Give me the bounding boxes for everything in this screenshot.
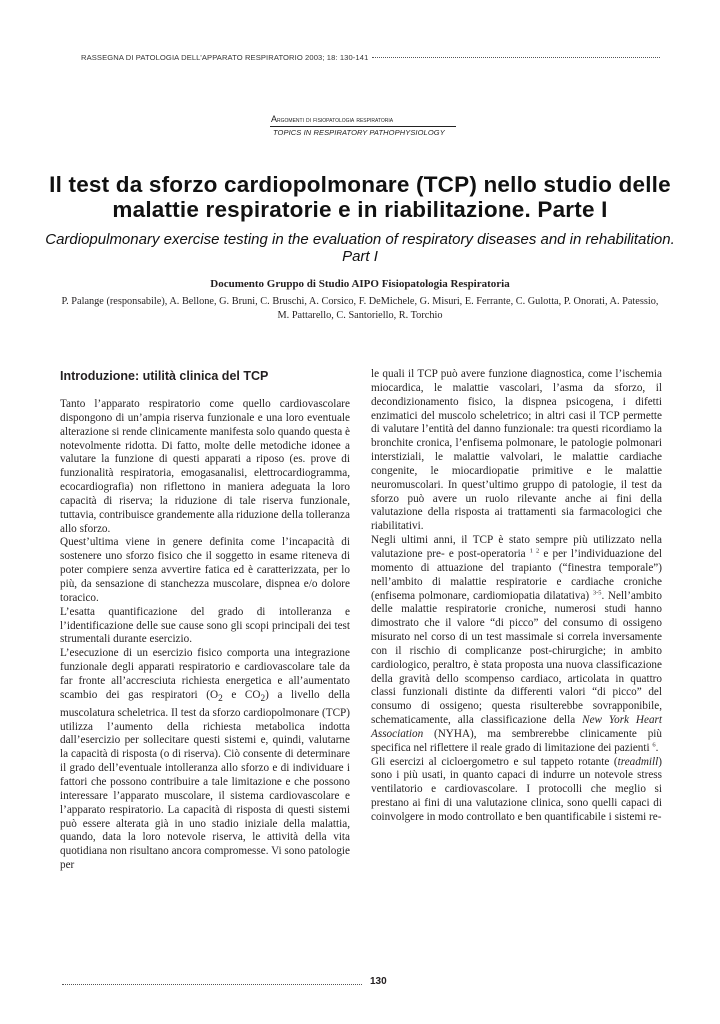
section-label-italian: Argomenti di fisiopatologia respiratoria bbox=[271, 114, 394, 124]
running-head: RASSEGNA DI PATOLOGIA DELL’APPARATO RESPIRATORIO 2003; 18: 130-141 bbox=[81, 53, 369, 62]
paragraph bbox=[371, 756, 662, 825]
page-number: 130 bbox=[370, 976, 387, 987]
paragraph bbox=[60, 647, 350, 873]
paragraph bbox=[371, 534, 662, 756]
italic-run: treadmill bbox=[617, 755, 659, 768]
text-run: L’esecuzione di un esercizio fisico comporta una integrazione funzionale degli apparati respiratorio e cardiovascolare tale da far fronte all’accresciuta richiesta energetica e all’aumentato scambio dei gas respiratori (O bbox=[60, 647, 350, 701]
header-dotted-rule bbox=[372, 57, 660, 58]
citation-ref: 3-5 bbox=[592, 588, 602, 596]
article-subtitle: Cardiopulmonary exercise testing in the evaluation of respiratory diseases and in rehabilitation. Part I bbox=[45, 231, 675, 265]
text-run: . Nell’ambito delle malattie respiratorie croniche, numerosi studi hanno dimostrato che il valore “di picco” del consumo di ossigeno misurato nel corso di un test massimale si correla inversamente con il rischio di complicanze post-chirurgiche; in ambito cardiologico, peraltro, è stata proposta una nuova classificazione della gravità dello scompenso cardiaco, articolata in quattro classi funzionali distinte da differenti valori “di picco” del consumo di ossigeno; questa risulterebbe sovrapponibile, schematicamente, alla classificazione della bbox=[371, 589, 662, 727]
left-column bbox=[60, 368, 350, 873]
section-label bbox=[270, 114, 460, 138]
paragraph: le quali il TCP può avere funzione diagnostica, come l’ischemia miocardica, le malattie vascolari, l’asma da sforzo, il decondizionamento fisico, la dispnea psicogena, i difetti enzimatici del muscolo scheletrico; in altri casi il TCP permette di valutare l’entità del danno funzionale: tra questi ricordiamo la bronchite cronica, l’enfisema polmonare, le patologie polmonari interstiziali, le malattie valvolari, le malattie cardiache congenite, le miocardiopatie primitive e le malattie neuromuscolari. In quest’ultimo gruppo di patologie, il test da sforzo può avere un ruolo rilevante anche ai fini della valutazione della risposta ai trattamenti sia farmacologici che riabilitativi. bbox=[371, 368, 662, 533]
text-run: . bbox=[655, 741, 659, 754]
text-run: ) sono i più usati, in quanto capaci di indurre un notevole stress ventilatorio e cardiovascolare. I protocolli che meglio si prestano ai fini di una valutazione clinica, sono quelli capaci di coinvolgere in modo controllato e ben quantificabile i sistemi re- bbox=[371, 755, 662, 823]
text-run: ) a livello della muscolatura scheletrica. Il test da sforzo cardiopolmonare (TCP) utilizza l’aumento della richiesta metabolica indotta dall’esercizio per sollecitare questi sistemi e, quindi, valutarne la capacità di risposta (o di riserva). Ciò consente di determinare il grado dell’eventuale intolleranza allo sforzo e di individuare i fattori che possono contribuire a tale limitazione e che possono interessare l’apparato muscolare, il sistema cardiovascolare e l’apparato respiratorio. La capacità di risposta di questi sistemi può essere alterata già in uno stadio iniziale della malattia, quando, data la loro notevole riserva, le attività della vita quotidiana non risultano ancora compromesse. Vi sono patologie per bbox=[60, 688, 350, 872]
authors-list: P. Palange (responsabile), A. Bellone, G. Bruni, C. Bruschi, A. Corsico, F. DeMichele, G. Misuri, E. Ferrante, C. Gulotta, P. Onorati, A. Patessio, M. Pattarello, C. Santoriello, R. Torchio bbox=[61, 296, 659, 321]
citation-ref: 6 bbox=[652, 741, 656, 749]
section-label-rule bbox=[270, 126, 456, 127]
paragraph: L’esatta quantificazione del grado di intolleranza e l’identificazione delle sue cause sono gli scopi principali dei test strumentali durante esercizio. bbox=[60, 605, 350, 646]
text-run: Gli esercizi al cicloergometro e sul tappeto rotante ( bbox=[371, 755, 618, 768]
citation-ref: 1 2 bbox=[529, 547, 540, 555]
text-run: e CO bbox=[222, 688, 261, 701]
study-group: Documento Gruppo di Studio AIPO Fisiopatologia Respiratoria bbox=[210, 278, 510, 290]
text-run: e per l’individuazione del momento di attuazione del trapianto (“finestra temporale”) nell’ambito di malattie respiratorie e cardiache croniche (enfisema polmonare, cardiomiopatia dilatativa) bbox=[371, 547, 663, 602]
footer-dotted-rule bbox=[62, 984, 362, 985]
text-run: Negli ultimi anni, il TCP è stato sempre più utilizzato nella valutazione pre- e post-operatoria bbox=[371, 534, 662, 560]
paragraph: Quest’ultima viene in genere definita come l’incapacità di sostenere uno sforzo fisico che il soggetto in esame riteneva di poter compiere senza avvertire fatica ed è caratterizzata, per lo più, da sensazione di stanchezza muscolare, dispnea e/o dolore toracico. bbox=[60, 536, 350, 604]
italic-run: New York Heart Association bbox=[371, 714, 662, 740]
section-heading-introduction: Introduzione: utilità clinica del TCP bbox=[60, 369, 269, 383]
section-label-english: TOPICS IN RESPIRATORY PATHOPHYSIOLOGY bbox=[273, 128, 445, 137]
text-run: (NYHA), ma sembrerebbe clinicamente più specifica nel riflettere il reale grado di limitazione dei pazienti bbox=[371, 727, 662, 754]
subscript: 2 bbox=[260, 693, 266, 704]
paragraph: Tanto l’apparato respiratorio come quello cardiovascolare dispongono di un’ampia riserva funzionale e una loro eventuale alterazione si rende clinicamente manifesta solo quando questa è notevolmente ridotta. Di fatto, molte delle metodiche idonee a valutare la funzione di questi apparati a riposo (es. prove di funzionalità respiratoria, emogasanalisi, elettrocardiogramma, ecocardiografia) non riflettono in maniera adeguata la loro capacità di riserva; la riduzione di tale riserva funzionale, tuttavia, contribuisce grandemente alla riduzione della tolleranza allo sforzo. bbox=[60, 398, 350, 535]
subscript: 2 bbox=[218, 693, 223, 704]
article-title: Il test da sforzo cardiopolmonare (TCP) nello studio delle malattie respiratorie e in riabilitazione. Parte I bbox=[49, 172, 671, 222]
right-column bbox=[371, 368, 662, 825]
